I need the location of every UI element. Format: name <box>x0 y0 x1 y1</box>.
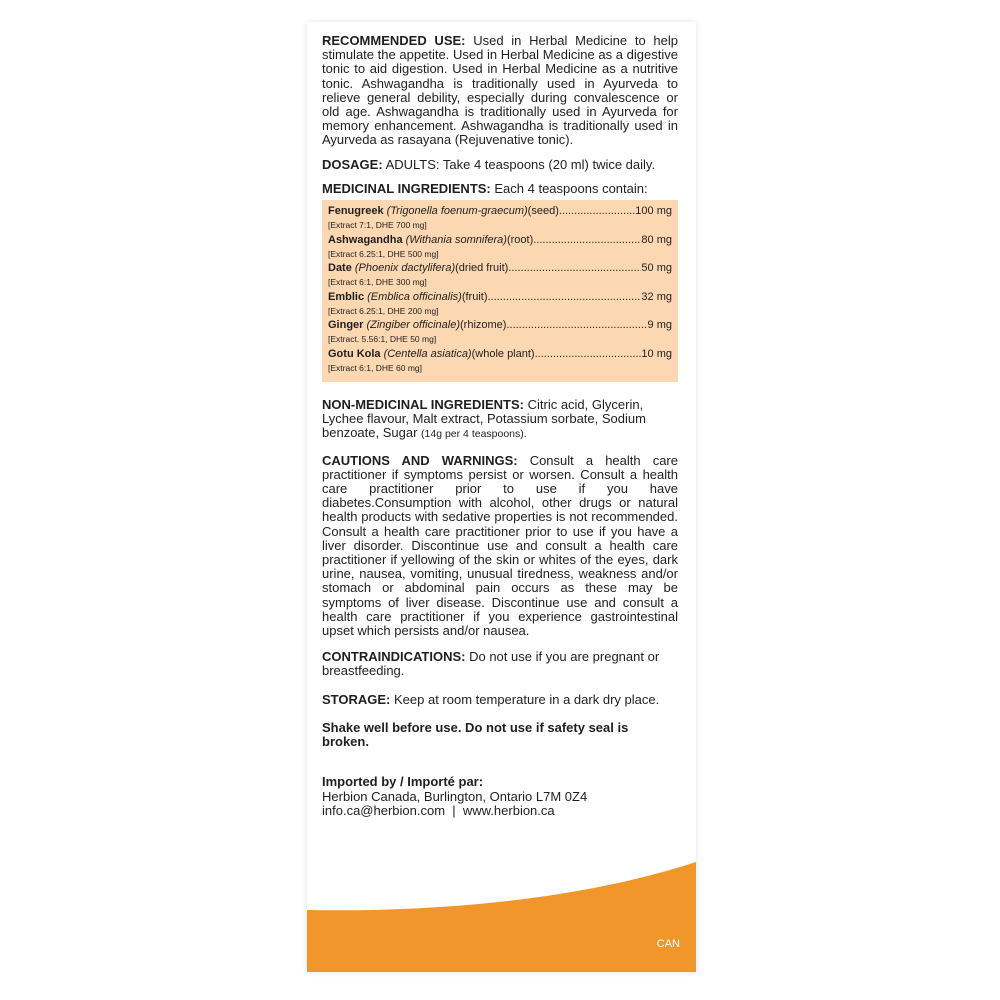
ingredient-leader-dots <box>488 291 642 304</box>
ingredient-part: (fruit) <box>461 290 488 303</box>
dosage-heading: DOSAGE: <box>322 156 383 172</box>
contraindications-heading: CONTRAINDICATIONS: <box>322 649 466 665</box>
ingredient-part: (dried fruit) <box>455 262 509 275</box>
contraindications-section <box>322 650 678 678</box>
ingredient-extract: [Extract 6:1, DHE 60 mg] <box>328 362 423 373</box>
importer-heading: Imported by / Importé par: <box>322 774 484 790</box>
ingredient-amount: 50 mg <box>641 262 672 275</box>
ingredient-latin-name: (Emblica officinalis) <box>367 290 462 303</box>
ingredient-extract: [Extract. 5.56:1, DHE 50 mg] <box>328 334 437 345</box>
ingredient-row <box>328 319 672 332</box>
ingredient-leader-dots <box>508 262 641 275</box>
ingredient-leader-dots <box>506 319 647 332</box>
storage-section <box>322 693 678 707</box>
ingredient-latin-name: (Zingiber officinale) <box>366 319 460 332</box>
product-label <box>307 22 696 972</box>
ingredient-name: Date <box>328 262 352 275</box>
ingredient-row <box>328 291 672 304</box>
ingredient-name: Ashwagandha <box>328 233 403 246</box>
ingredient-name: Ginger <box>328 319 364 332</box>
ingredient-latin-name: (Trigonella foenum-graecum) <box>386 205 528 218</box>
ingredient-leader-dots <box>559 205 635 218</box>
shake-notice: Shake well before use. Do not use if safety seal is broken. <box>322 719 629 750</box>
importer-contact: info.ca@herbion.com | www.herbion.ca <box>322 802 555 818</box>
region-code: CAN <box>656 938 680 950</box>
ingredient-name: Emblic <box>328 290 365 303</box>
cautions-text: Consult a health care practitioner if symptoms persist or worsen. Consult a health care practitioner prior to use if you have diabetes.Consumption with alcohol, other drugs or natural health products with sedative properties is not recommended. Consult a health care practitioner prior to use if you have a liver disorder. Discontinue use and consult a health care practitioner if yellowing of the skin or whites of the eyes, dark urine, nausea, vomiting, unusual tiredness, weakness and/or stomach or abdominal pain occurs as these may be symptoms of liver disease. Discontinue use and consult a health care practitioner if you experience gastrointestinal upset which persists and/or nausea. <box>322 452 678 639</box>
sugar-note: (14g per 4 teaspoons). <box>421 428 527 441</box>
ingredient-table <box>322 200 678 382</box>
label-content <box>322 34 678 818</box>
ingredient-leader-dots <box>533 234 641 247</box>
non-medicinal-text: Citric acid, Glycerin, Lychee flavour, Malt extract, Potassium sorbate, Sodium benzoate, Sugar <box>322 397 646 441</box>
contraindications-text: Do not use if you are pregnant or breastfeeding. <box>322 649 660 679</box>
ingredient-row <box>328 348 672 361</box>
ingredient-name: Gotu Kola <box>328 347 381 360</box>
ingredient-latin-name: (Withania somnifera) <box>405 233 507 246</box>
ingredient-extract: [Extract 6.25:1, DHE 200 mg] <box>328 305 439 316</box>
ingredient-amount: 100 mg <box>635 205 672 218</box>
ingredient-part: (whole plant) <box>471 347 535 360</box>
dosage-section <box>322 158 678 172</box>
non-medicinal-heading: NON-MEDICINAL INGREDIENTS: <box>322 397 524 413</box>
cautions-heading: CAUTIONS AND WARNINGS: <box>322 452 518 468</box>
storage-heading: STORAGE: <box>322 691 391 707</box>
ingredient-amount: 10 mg <box>641 347 672 360</box>
importer-section <box>322 775 678 818</box>
ingredient-extract: [Extract 6:1, DHE 300 mg] <box>328 277 427 288</box>
recommended-use-heading: RECOMMENDED USE: <box>322 33 466 48</box>
ingredient-amount: 9 mg <box>647 319 672 332</box>
ingredient-part: (seed) <box>527 205 559 218</box>
orange-swoosh <box>307 862 696 972</box>
ingredient-extract: [Extract 6.25:1, DHE 500 mg] <box>328 248 439 259</box>
medicinal-ingredients-heading: MEDICINAL INGREDIENTS: <box>322 180 491 196</box>
ingredient-amount: 32 mg <box>641 290 672 303</box>
ingredient-leader-dots <box>535 348 642 361</box>
importer-address: Herbion Canada, Burlington, Ontario L7M 0Z4 <box>322 788 588 804</box>
medicinal-ingredients-text: Each 4 teaspoons contain: <box>490 180 648 196</box>
non-medicinal-section <box>322 398 678 442</box>
cautions-section <box>322 454 678 639</box>
ingredient-name: Fenugreek <box>328 205 384 218</box>
ingredient-amount: 80 mg <box>641 233 672 246</box>
ingredient-part: (rhizome) <box>460 319 507 332</box>
recommended-use-section <box>322 34 678 148</box>
ingredient-part: (root) <box>506 233 534 246</box>
storage-text: Keep at room temperature in a dark dry place. <box>390 691 660 707</box>
ingredient-extract: [Extract 7:1, DHE 700 mg] <box>328 220 427 231</box>
recommended-use-text: Used in Herbal Medicine to help stimulate the appetite. Used in Herbal Medicine as a digestive tonic to aid digestion. Used in Herbal Medicine as a nutritive tonic. Ashwagandha is traditionally used in Ayurveda to relieve general debility, especially during convalescence or old age. Ashwagandha is traditionally used in Ayurveda for memory enhancement. Ashwagandha is traditionally used in Ayurveda as rasayana (Rejuvenative tonic). <box>322 33 678 148</box>
ingredient-latin-name: (Phoenix dactylifera) <box>354 262 456 275</box>
ingredient-row <box>328 205 672 218</box>
ingredient-row <box>328 234 672 247</box>
ingredient-list <box>328 205 672 376</box>
ingredient-row <box>328 262 672 275</box>
dosage-text: ADULTS: Take 4 teaspoons (20 ml) twice daily. <box>382 156 656 172</box>
medicinal-ingredients-section <box>322 182 678 196</box>
ingredient-latin-name: (Centella asiatica) <box>383 347 472 360</box>
